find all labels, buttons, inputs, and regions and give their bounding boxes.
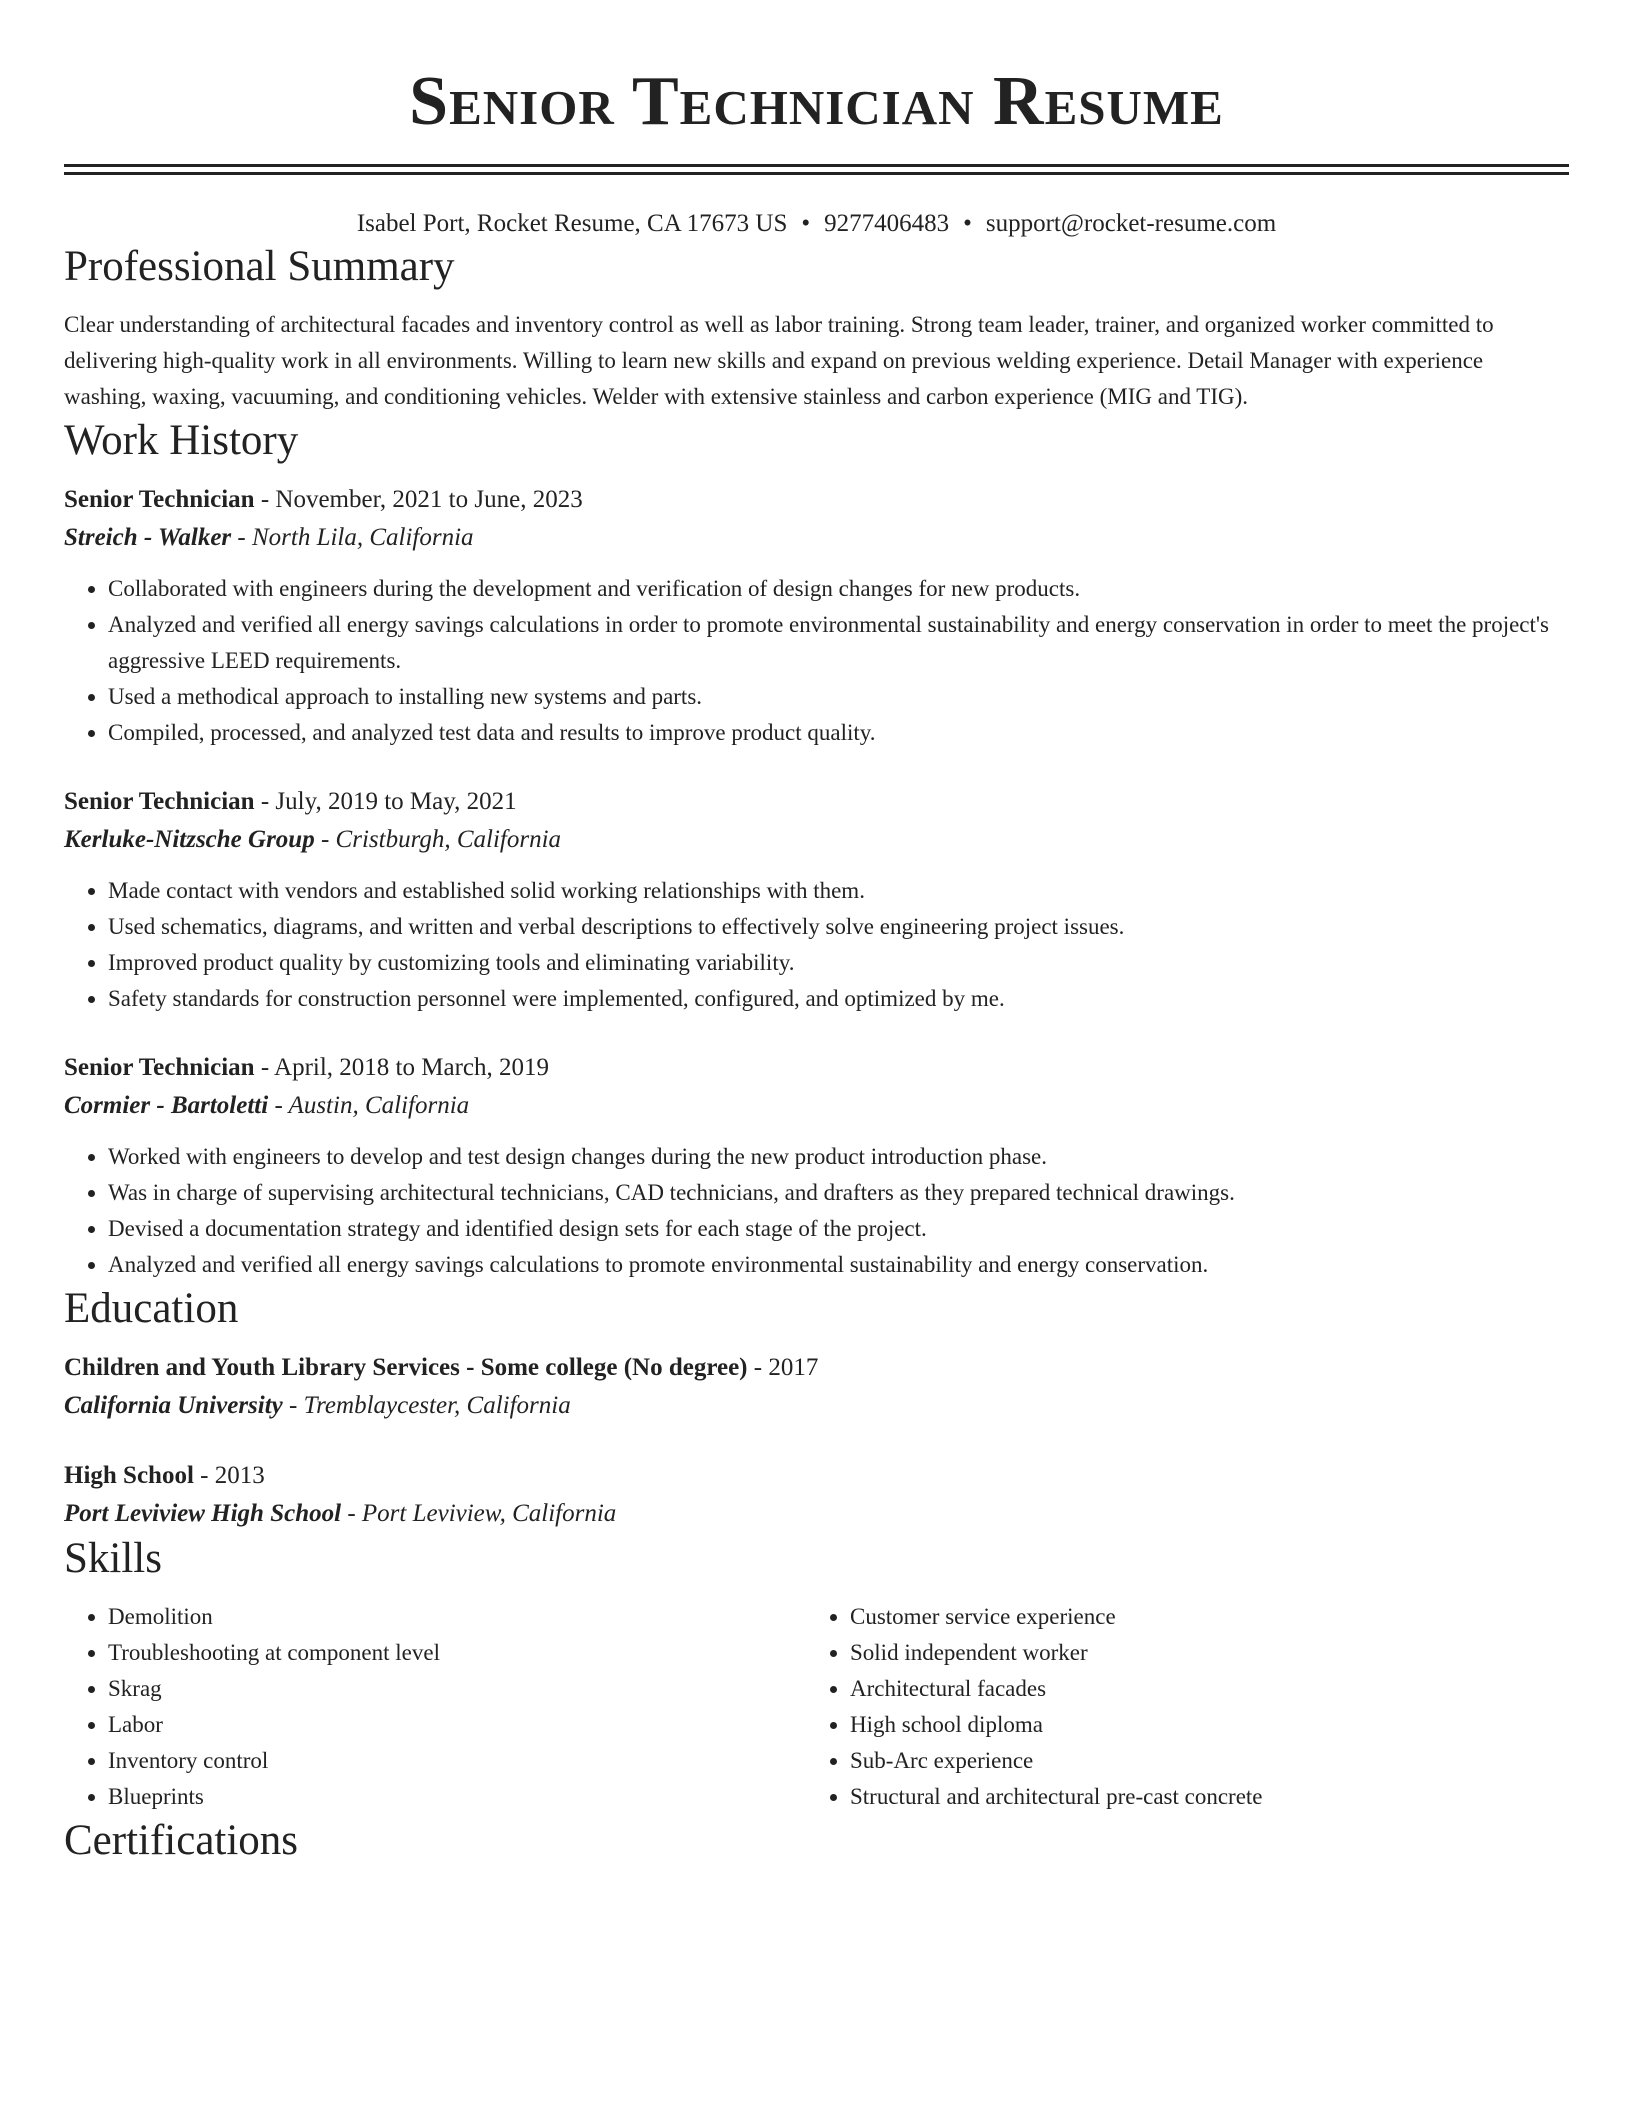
- job-header: [64, 1049, 1569, 1087]
- job-entry: [64, 481, 1569, 751]
- skill-item: • Structural and architectural pre-cast concrete: [850, 1779, 1548, 1815]
- skill-item: • Inventory control: [108, 1743, 806, 1779]
- contact-email: support@rocket-resume.com: [985, 210, 1277, 237]
- education-degree: Children and Youth Library Services - Some college (No degree): [64, 1354, 748, 1381]
- job-employer: [64, 1087, 1569, 1125]
- job-title: Senior Technician: [64, 1054, 255, 1081]
- summary-text: Clear understanding of architectural facades and inventory control as well as labor training. Strong team leader, trainer, and organized worker committed to delivering high-quality work in all environments. Willing to learn new skills and expand on previous welding experience. Detail Manager with experience washing, waxing, vacuuming, and conditioning vehicles. Welder with extensive stainless and carbon experience (MIG and TIG).: [64, 312, 1494, 409]
- skills-grid: [64, 1599, 1569, 1815]
- job-location: - North Lila, California: [231, 524, 474, 551]
- job-location: - Austin, California: [268, 1092, 470, 1119]
- job-bullet: • Analyzed and verified all energy savings calculations to promote environmental sustainability and energy conservation.: [108, 1247, 1569, 1283]
- job-title: Senior Technician: [64, 788, 255, 815]
- job-dates: - April, 2018 to March, 2019: [254, 1054, 549, 1081]
- skill-item: • High school diploma: [850, 1707, 1548, 1743]
- certifications-heading: Certifications: [64, 1817, 299, 1864]
- education-header: [64, 1457, 1569, 1495]
- summary-heading: Professional Summary: [64, 243, 455, 290]
- education-school-line: [64, 1495, 1569, 1533]
- contact-phone: 9277406483: [824, 210, 950, 237]
- job-header: [64, 783, 1569, 821]
- education-school: California University: [64, 1392, 283, 1419]
- job-bullet: • Analyzed and verified all energy savings calculations in order to promote environmental sustainability and energy conservation in order to meet the project's aggressive LEED requirements.: [108, 607, 1569, 679]
- job-bullet: • Safety standards for construction personnel were implemented, configured, and optimized by me.: [108, 981, 1569, 1017]
- education-header: [64, 1349, 1569, 1387]
- skill-item: • Sub-Arc experience: [850, 1743, 1548, 1779]
- education-school-line: [64, 1387, 1569, 1425]
- job-bullet: • Worked with engineers to develop and test design changes during the new product introduction phase.: [108, 1139, 1569, 1175]
- skill-item: • Architectural facades: [850, 1671, 1548, 1707]
- education-year: - 2013: [193, 1462, 265, 1489]
- education-year: - 2017: [747, 1354, 819, 1381]
- skill-item: • Blueprints: [108, 1779, 806, 1815]
- skill-item: • Skrag: [108, 1671, 806, 1707]
- job-bullet: • Collaborated with engineers during the development and verification of design changes for new products.: [108, 571, 1569, 607]
- job-bullet: • Used a methodical approach to installing new systems and parts.: [108, 679, 1569, 715]
- job-dates: - July, 2019 to May, 2021: [254, 788, 517, 815]
- job-company: Streich - Walker: [64, 524, 232, 551]
- job-company: Kerluke-Nitzsche Group: [64, 826, 315, 853]
- job-header: [64, 481, 1569, 519]
- skill-item: • Demolition: [108, 1599, 806, 1635]
- contact-separator: •: [801, 210, 811, 237]
- job-employer: [64, 821, 1569, 859]
- job-title: Senior Technician: [64, 486, 255, 513]
- contact-address: Isabel Port, Rocket Resume, CA 17673 US: [356, 210, 788, 237]
- education-location: - Port Leviview, California: [341, 1500, 617, 1527]
- skill-item: • Labor: [108, 1707, 806, 1743]
- job-entry: [64, 783, 1569, 1017]
- education-location: - Tremblaycester, California: [282, 1392, 571, 1419]
- job-bullet: • Devised a documentation strategy and identified design sets for each stage of the project.: [108, 1211, 1569, 1247]
- job-bullet: • Used schematics, diagrams, and written and verbal descriptions to effectively solve engineering project issues.: [108, 909, 1569, 945]
- title-double-rule: [64, 164, 1569, 175]
- job-dates: - November, 2021 to June, 2023: [254, 486, 583, 513]
- work-history-heading: Work History: [64, 417, 299, 464]
- job-bullet: • Compiled, processed, and analyzed test data and results to improve product quality.: [108, 715, 1569, 751]
- skills-column-right: [806, 1599, 1548, 1815]
- job-location: - Cristburgh, California: [314, 826, 562, 853]
- resume-page: [64, 0, 1569, 1867]
- skill-item: • Customer service experience: [850, 1599, 1548, 1635]
- education-school: Port Leviview High School: [64, 1500, 342, 1527]
- skill-item: • Troubleshooting at component level: [108, 1635, 806, 1671]
- job-employer: [64, 519, 1569, 557]
- education-entry: [64, 1457, 1569, 1533]
- job-bullets: [64, 571, 1569, 751]
- education-degree: High School: [64, 1462, 194, 1489]
- contact-separator: •: [963, 210, 972, 237]
- skills-column-left: [64, 1599, 806, 1815]
- skills-heading: Skills: [64, 1535, 162, 1582]
- resume-title: Senior Technician Resume: [409, 63, 1224, 140]
- job-entry: [64, 1049, 1569, 1283]
- job-bullets: [64, 873, 1569, 1017]
- job-bullet: • Improved product quality by customizing tools and eliminating variability.: [108, 945, 1569, 981]
- job-company: Cormier - Bartoletti: [64, 1092, 269, 1119]
- job-bullet: • Made contact with vendors and established solid working relationships with them.: [108, 873, 1569, 909]
- education-heading: Education: [64, 1285, 239, 1332]
- contact-line: [64, 207, 1569, 241]
- job-bullets: [64, 1139, 1569, 1283]
- skill-item: • Solid independent worker: [850, 1635, 1548, 1671]
- education-entry: [64, 1349, 1569, 1425]
- job-bullet: • Was in charge of supervising architectural technicians, CAD technicians, and drafters as they prepared technical drawings.: [108, 1175, 1569, 1211]
